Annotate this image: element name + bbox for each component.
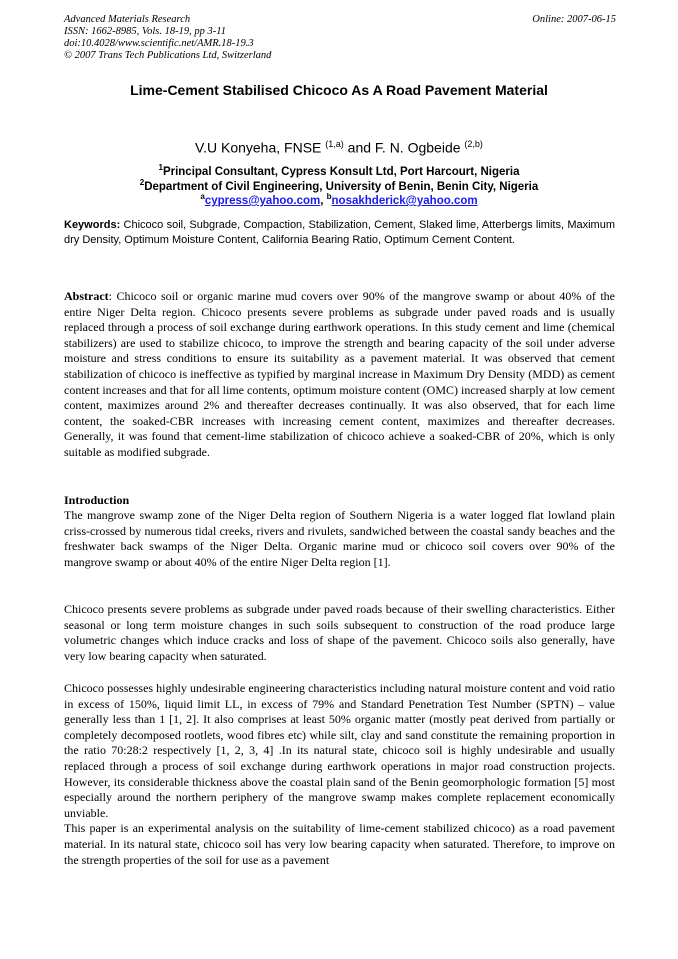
issn-line: ISSN: 1662-8985, Vols. 18-19, pp 3-11 [64,26,226,37]
author-emails [0,190,678,208]
intro-paragraph-4-text: This paper is an experimental analysis on the suitability of lime-cement stabilized chicoco) as a road pavement material. In its natural state, chicoco soil has very low bearing capacity when saturated. Therefore, to improve on the strength properties of the soil for use as a pavement [64,821,615,867]
keywords-label: Keywords: [64,219,121,231]
copyright-line: © 2007 Trans Tech Publications Ltd, Switzerland [64,50,272,61]
intro-paragraph-3-text: Chicoco possesses highly undesirable engineering characteristics including natural moisture content and void ratio in excess of 150%, liquid limit LL, in excess of 79% and Standard Penetration Test Number (SPTN) – value generally less than 1 [1, 2]. It also comprises at least 50% organic matter (mostly peat derived from partially or completely decomposed rootlets, wood fibres etc) while silt, clay and sand constitute the remaining proportion in the ratio 70:28:2 respectively [1, 2, 3, 4] .In its natural state, chicoco soil is highly undesirable and usually replaced through a process of soil exchange during earthwork operations in major road construction projects. However, its considerable thickness above the coastal plain sand of the Benin geomorphologic formation [5] most especially around the northern periphery of the mangrove swamp makes complete replacement economically unviable. [64,681,615,820]
affiliation-2-text: Department of Civil Engineering, University of Benin, Benin City, Nigeria [144,180,539,193]
intro-paragraph-2: Chicoco presents severe problems as subgrade under paved roads because of their swelling characteristics. Either seasonal or long term moisture changes in such soils subsequent to construction of the road produce large volumetric changes which induce cracks and loss of shape of the pavement. Chicoco soils also generally, have very low bearing capacity when saturated. [64,602,615,663]
intro-paragraph-3 [64,681,615,868]
email-a-mark: a [200,192,205,201]
abstract-label: Abstract [64,289,109,303]
abstract-text: : Chicoco soil or organic marine mud covers over 90% of the mangrove swamp or about 40% of the entire Niger Delta region. Chicoco presents severe problems as subgrade under paved roads and is usually replaced through a process of soil exchange during earthwork operations. In this study cement and lime (chemical stabilizers) are used to stabilize chicoco, to improve the strength and bearing capacity of the soil under adverse moisture and stress conditions to ensure its suitability as a pavement material. It was observed that cement stabilization of chicoco is ineffective as typified by marginal increase in Maximum Dry Density (MDD) as cement content increases and that for all lime contents, optimum moisture content (OMC) increased sharply at low cement content, maximizes around 2% and thereafter decreases continually. It was also observed, that for each lime content, the soaked-CBR increases with increasing cement content, maximizes and thereafter decreases. Generally, it was found that cement-lime stabilization of chicoco achieve a soaked-CBR of 20%, which is only suitable as modified subgrade. [64,289,615,459]
author-1-mark: (1,a) [325,139,344,149]
email-a-link[interactable]: cypress@yahoo.com [204,194,321,207]
keywords-text: Chicoco soil, Subgrade, Compaction, Stabilization, Cement, Slaked lime, Atterbergs limits, Maximum dry Density, Optimum Moisture Content, California Bearing Ratio, Optimum Cement Content. [64,219,615,246]
author-2-mark: (2,b) [464,139,483,149]
affiliation-1-num: 1 [158,163,163,172]
author-and: and [343,139,375,156]
keywords-block [64,218,615,248]
journal-name: Advanced Materials Research [64,14,191,25]
affiliation-2-num: 2 [139,178,145,187]
doi-line: doi:10.4028/www.scientific.net/AMR.18-19.3 [64,38,254,49]
email-b-mark: b [326,192,332,201]
author-2-name: F. N. Ogbeide [374,139,465,156]
intro-paragraph-1: The mangrove swamp zone of the Niger Delta region of Southern Nigeria is a water logged flat lowland plain criss-crossed by numerous tidal creeks, rivers and rivulets, sandwiched between the coastal sandy beaches and the freshwater back swamps of the Niger Delta. Organic marine mud or chicoco soil covers over 90% of the mangrove swamp or about 40% of the entire Niger Delta region [1]. [64,508,615,569]
author-line [0,139,678,156]
introduction-heading: Introduction [64,493,130,507]
abstract-block [64,289,615,461]
paper-title: Lime-Cement Stabilised Chicoco As A Road Pavement Material [130,82,548,98]
online-date: Online: 2007-06-15 [532,14,616,25]
email-separator: , [320,194,327,207]
author-1-name: V.U Konyeha, FNSE [195,139,326,156]
email-b-link[interactable]: nosakhderick@yahoo.com [331,194,478,207]
affiliation-1-text: Principal Consultant, Cypress Konsult Ltd, Port Harcourt, Nigeria [162,165,520,178]
journal-header [64,14,616,62]
